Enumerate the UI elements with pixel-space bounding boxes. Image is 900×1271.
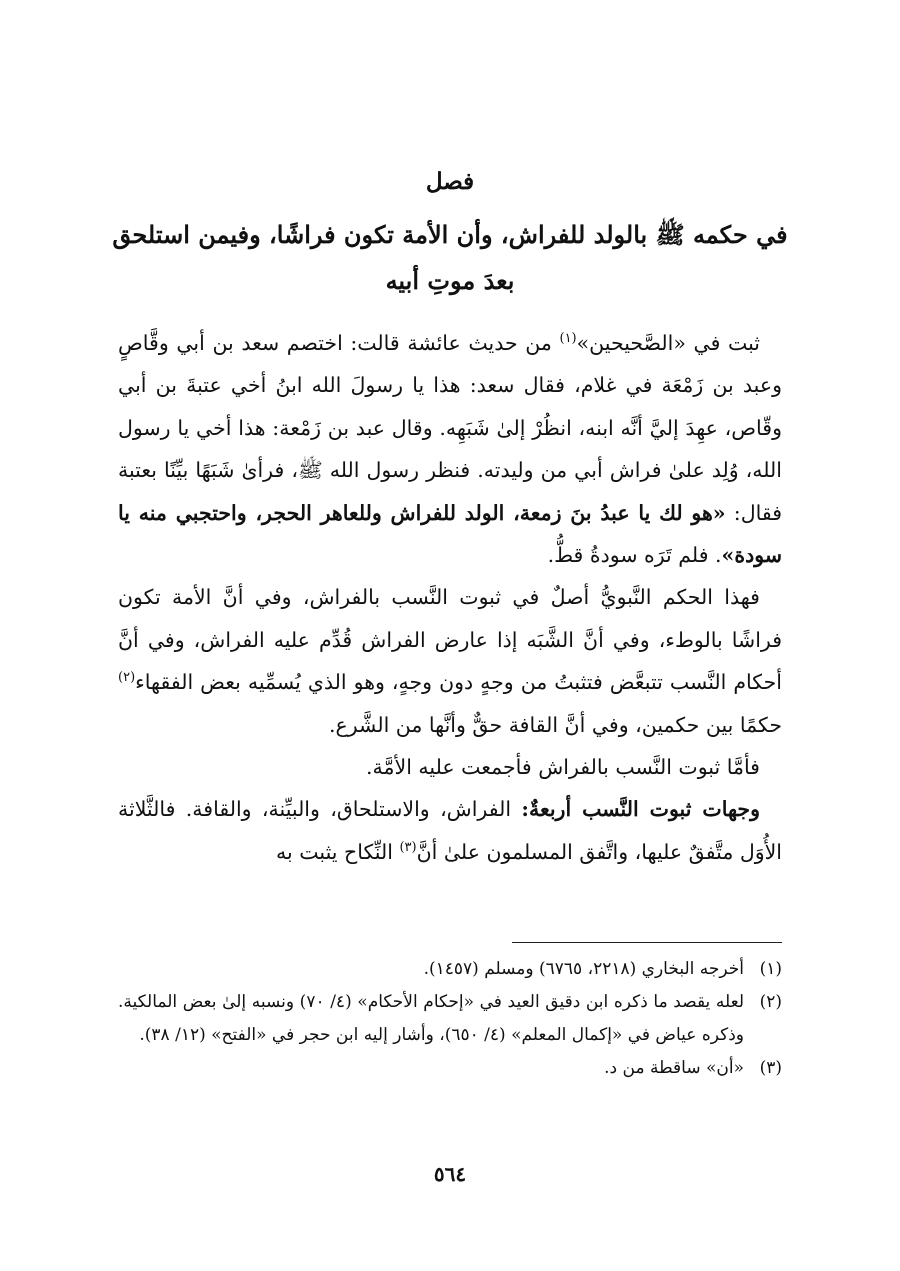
footnote-ref-3: (٣) <box>399 839 417 855</box>
p4-text-b: النِّكاح يثبت به <box>276 839 400 864</box>
section-heading <box>110 212 790 304</box>
p1-hadith-quote: «هو لك يا عبدُ بنَ زمعة، الولد للفراش وللعاهر الحجر، واحتجبي منه يا سودة» <box>118 500 782 568</box>
footnote-2 <box>118 986 782 1052</box>
paragraph-1 <box>118 322 782 576</box>
p4-lead: وجهات ثبوت النَّسب أربعةٌ: <box>521 797 761 822</box>
p1-text-b: من حديث عائشة قالت: اختصم سعد بن أبي وقَّاصٍ وعبد بن زَمْعَة في غلام، فقال سعد: هذا يا رسولَ الله ابنُ أخي عتبةَ بن أبي وقّاص، عهِدَ إليَّ أنَّه ابنه، انظُرْ إلىٰ شَبَهِه. وقال عبد بن زَمْعة: هذا أخي يا رسول الله، وُلِد علىٰ فراش أبي من وليدته. فنظر رسول الله ﷺ، فرأىٰ شَبَهًا بيِّنًا بعتبة فقال: <box>118 331 783 525</box>
heading-line-1: في حكمه ﷺ بالولد للفراش، وأن الأمة تكون فراشًا، وفيمن استلحق <box>112 220 788 249</box>
paragraph-3: فأمَّا ثبوت النَّسب بالفراش فأجمعت عليه الأمَّة. <box>366 755 760 780</box>
footnote-number: (١) <box>759 959 782 979</box>
footnote-1 <box>118 953 782 986</box>
heading-line-2: بعدَ موتِ أبيه <box>385 266 515 295</box>
p2-text-a: فهذا الحكم النَّبويُّ أصلٌ في ثبوت النَّسب بالفراش، وفي أنَّ الأمة تكون فراشًا بالوطء، وفي أنَّ الشَّبَه إذا عارض الفراش قُدِّم عليه الفراش، وفي أنَّ أحكام النَّسب تتبعَّض فتثبتُ من وجهٍ دون وجهٍ، وهو الذي يُسمِّيه بعض الفقهاء <box>118 585 782 695</box>
p1-text-c: . فلم تَرَه سودةُ قطُّ. <box>547 543 722 568</box>
footnote-ref-1: (١) <box>559 331 577 346</box>
footnote-ref-2: (٢) <box>118 670 136 686</box>
p4-text-a: الفراش، والاستلحاق، والبيِّنة، والقافة. فالثَّلاثة الأُوَل متَّفقٌ عليها، واتَّفق المسلمون علىٰ أنَّ <box>118 797 782 864</box>
footnote-number: (٢) <box>759 992 782 1012</box>
footnote-divider <box>512 942 782 943</box>
page-number: ٥٦٤ <box>433 1162 467 1186</box>
chapter-label: فصل <box>425 168 475 195</box>
footnote-text: لعله يقصد ما ذكره ابن دقيق العيد في «إحكام الأحكام» (٤/ ٧٠) ونسبه إلىٰ بعض المالكية. وذكره عياض في «إكمال المعلم» (٤/ ٦٥٠)، وأشار إليه ابن حجر في «الفتح» (١٢/ ٣٨). <box>118 992 744 1045</box>
p1-text-a: ثبت في «الصَّحيحين» <box>576 331 761 355</box>
p2-text-b: حكمًا بين حكمين، وفي أنَّ القافة حقٌّ وأنَّها من الشَّرع. <box>328 712 782 737</box>
paragraph-4 <box>118 788 782 873</box>
footnote-text: «أن» ساقطة من د. <box>604 1058 744 1078</box>
footnote-3 <box>118 1052 782 1085</box>
paragraph-2 <box>118 576 782 746</box>
footnote-text: أخرجه البخاري (٢٢١٨، ٦٧٦٥) ومسلم (١٤٥٧). <box>423 959 744 979</box>
main-text <box>118 322 782 873</box>
footnotes <box>118 953 782 1085</box>
footnote-number: (٣) <box>759 1058 782 1078</box>
